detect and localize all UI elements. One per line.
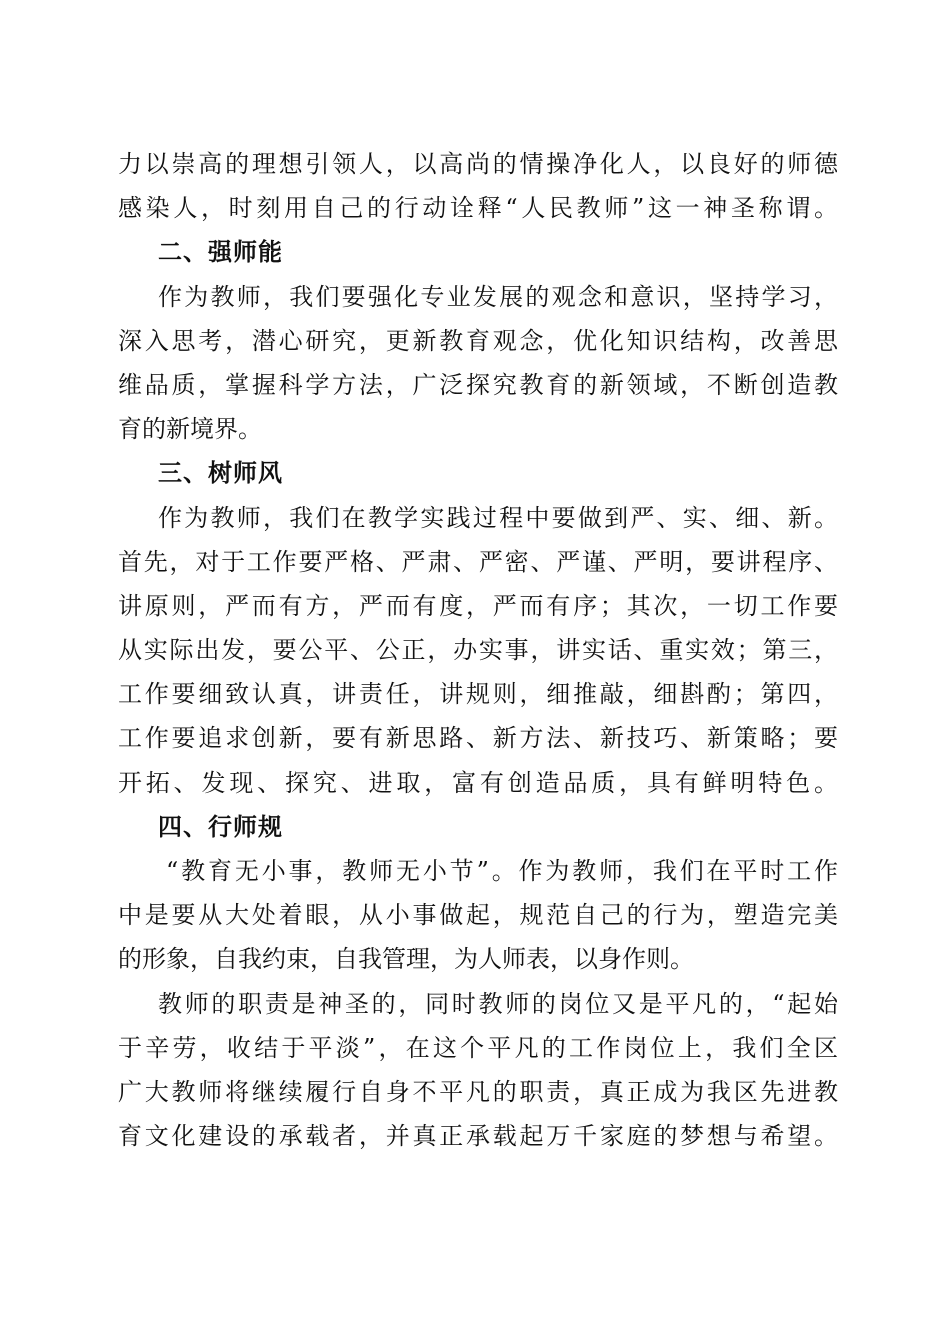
paragraph-line: 作为教师，我们要强化专业发展的观念和意识，坚持学习， — [158, 282, 838, 311]
paragraph-line: 广大教师将继续履行自身不平凡的职责，真正成为我区先进教 — [118, 1077, 838, 1106]
paragraph-line: 感染人，时刻用自己的行动诠释“人民教师”这一神圣称谓。 — [118, 194, 838, 223]
paragraph-line: 工作要细致认真，讲责任，讲规则，细推敲，细斟酌；第四， — [118, 680, 838, 709]
paragraph-line: 育的新境界。 — [118, 415, 262, 444]
paragraph-line: 首先，对于工作要严格、严肃、严密、严谨、严明，要讲程序、 — [118, 547, 838, 576]
paragraph-line: 深入思考，潜心研究，更新教育观念，优化知识结构，改善思 — [118, 326, 838, 355]
paragraph-line: 工作要追求创新，要有新思路、新方法、新技巧、新策略；要 — [118, 724, 838, 753]
paragraph-line: 中是要从大处着眼，从小事做起，规范自己的行为，塑造完美 — [118, 901, 838, 930]
paragraph-line: 育文化建设的承载者，并真正承载起万千家庭的梦想与希望。 — [118, 1122, 838, 1151]
section-heading-3: 三、树师风 — [158, 459, 283, 488]
paragraph-line: 开拓、发现、探究、进取，富有创造品质，具有鲜明特色。 — [118, 768, 838, 797]
text-block — [118, 142, 838, 1158]
paragraph-line: 的形象，自我约束，自我管理，为人师表，以身作则。 — [118, 945, 694, 974]
section-heading-4: 四、行师规 — [158, 812, 283, 841]
paragraph-line: 讲原则，严而有方，严而有度，严而有序；其次，一切工作要 — [118, 591, 838, 620]
section-heading-2: 二、强师能 — [158, 238, 283, 267]
paragraph-line: 于辛劳，收结于平淡”，在这个平凡的工作岗位上，我们全区 — [118, 1033, 838, 1062]
paragraph-line: 维品质，掌握科学方法，广泛探究教育的新领域，不断创造教 — [118, 370, 838, 399]
paragraph-line: “教育无小事，教师无小节”。作为教师，我们在平时工作 — [166, 857, 838, 885]
paragraph-line: 从实际出发，要公平、公正，办实事，讲实话、重实效；第三， — [118, 636, 838, 665]
paragraph-line: 作为教师，我们在教学实践过程中要做到严、实、细、新。 — [158, 503, 838, 532]
paragraph-line: 教师的职责是神圣的，同时教师的岗位又是平凡的，“起始 — [158, 989, 838, 1018]
paragraph-line: 力以崇高的理想引领人，以高尚的情操净化人，以良好的师德 — [118, 150, 838, 178]
